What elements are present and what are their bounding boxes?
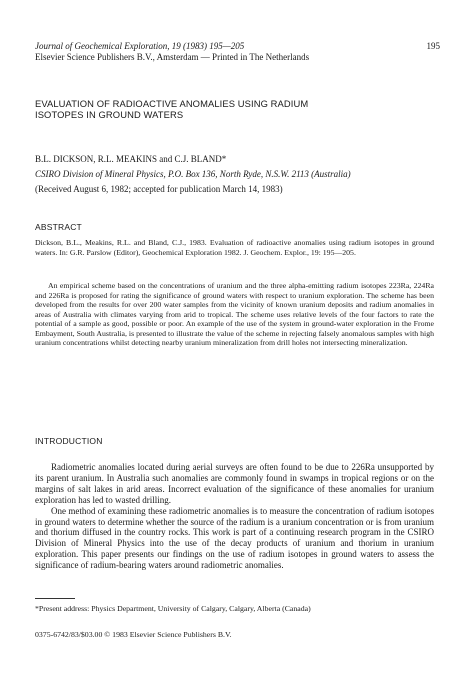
introduction-heading: INTRODUCTION xyxy=(35,436,103,446)
abstract-text: An empirical scheme based on the concentrations of uranium and the three alpha-emitting radium isotopes 223Ra, 224Ra and 226Ra is proposed for rating the significance of ground waters with respect to uranium exploration. The scheme has been developed from the results for over 200 water samples from the vicinity of known uranium deposits and radium anomalies in areas of Australia with climates varying from arid to tropical. The scheme uses relative levels of the four factors to rate the potential of a sample as good, possible or poor. An example of the use of the system in ground-water exploration in the Frome Embayment, South Australia, is presented to illustrate the value of the scheme in rejecting falsely anomalous samples with high uranium concentrations whilst detecting nearby uranium mineralization from drill holes not intersecting mineralization. xyxy=(35,281,434,347)
page-number: 195 xyxy=(426,41,440,51)
authors: B.L. DICKSON, R.L. MEAKINS and C.J. BLAND* xyxy=(35,154,227,164)
paragraph: One method of examining these radiometric anomalies is to measure the concentration of radium isotopes in ground waters to determine whether the source of the radium is a uranium concentration or is from uranium and thorium diffused in the country rocks. This work is part of a continuing research program in the CSIRO Division of Mineral Physics into the use of the decay products of uranium and thorium in uranium exploration. This paper presents our findings on the use of radium isotopes in ground waters to assess the significance of radium-bearing waters around radiometric anomalies. xyxy=(35,505,434,571)
copyright-line: 0375-6742/83/$03.00 © 1983 Elsevier Science Publishers B.V. xyxy=(35,630,232,639)
title-line: ISOTOPES IN GROUND WATERS xyxy=(35,109,184,120)
footnote: *Present address: Physics Department, University of Calgary, Calgary, Alberta (Canada) xyxy=(35,604,311,613)
abstract-heading: ABSTRACT xyxy=(35,222,82,232)
footnote-rule xyxy=(35,598,75,599)
received-dates: (Received August 6, 1982; accepted for publication March 14, 1983) xyxy=(35,184,283,194)
affiliation: CSIRO Division of Mineral Physics, P.O. Box 136, North Ryde, N.S.W. 2113 (Australia) xyxy=(35,169,351,179)
journal-citation: Journal of Geochemical Exploration, 19 (1983) 195—205 xyxy=(35,41,245,51)
publisher-line: Elsevier Science Publishers B.V., Amsterdam — Printed in The Netherlands xyxy=(35,52,310,62)
abstract-citation: Dickson, B.L., Meakins, R.L. and Bland, C.J., 1983. Evaluation of radioactive anomalies using radium isotopes in ground waters. In: G.R. Parslow (Editor), Geochemical Exploration 1982. J. Geochem. Explor., 19: 195—205. xyxy=(35,238,434,257)
title-line: EVALUATION OF RADIOACTIVE ANOMALIES USING RADIUM xyxy=(35,98,309,109)
article-title xyxy=(35,98,375,120)
paragraph: Radiometric anomalies located during aerial surveys are often found to be due to 226Ra unsupported by its parent uranium. In Australia such anomalies are commonly found in swamps in tropical regions or on the margins of salt lakes in arid areas. Incorrect evaluation of the significance of these anomalies for uranium exploration has led to wasted drilling. xyxy=(35,462,434,505)
introduction-body xyxy=(35,462,434,571)
running-head xyxy=(35,41,440,63)
